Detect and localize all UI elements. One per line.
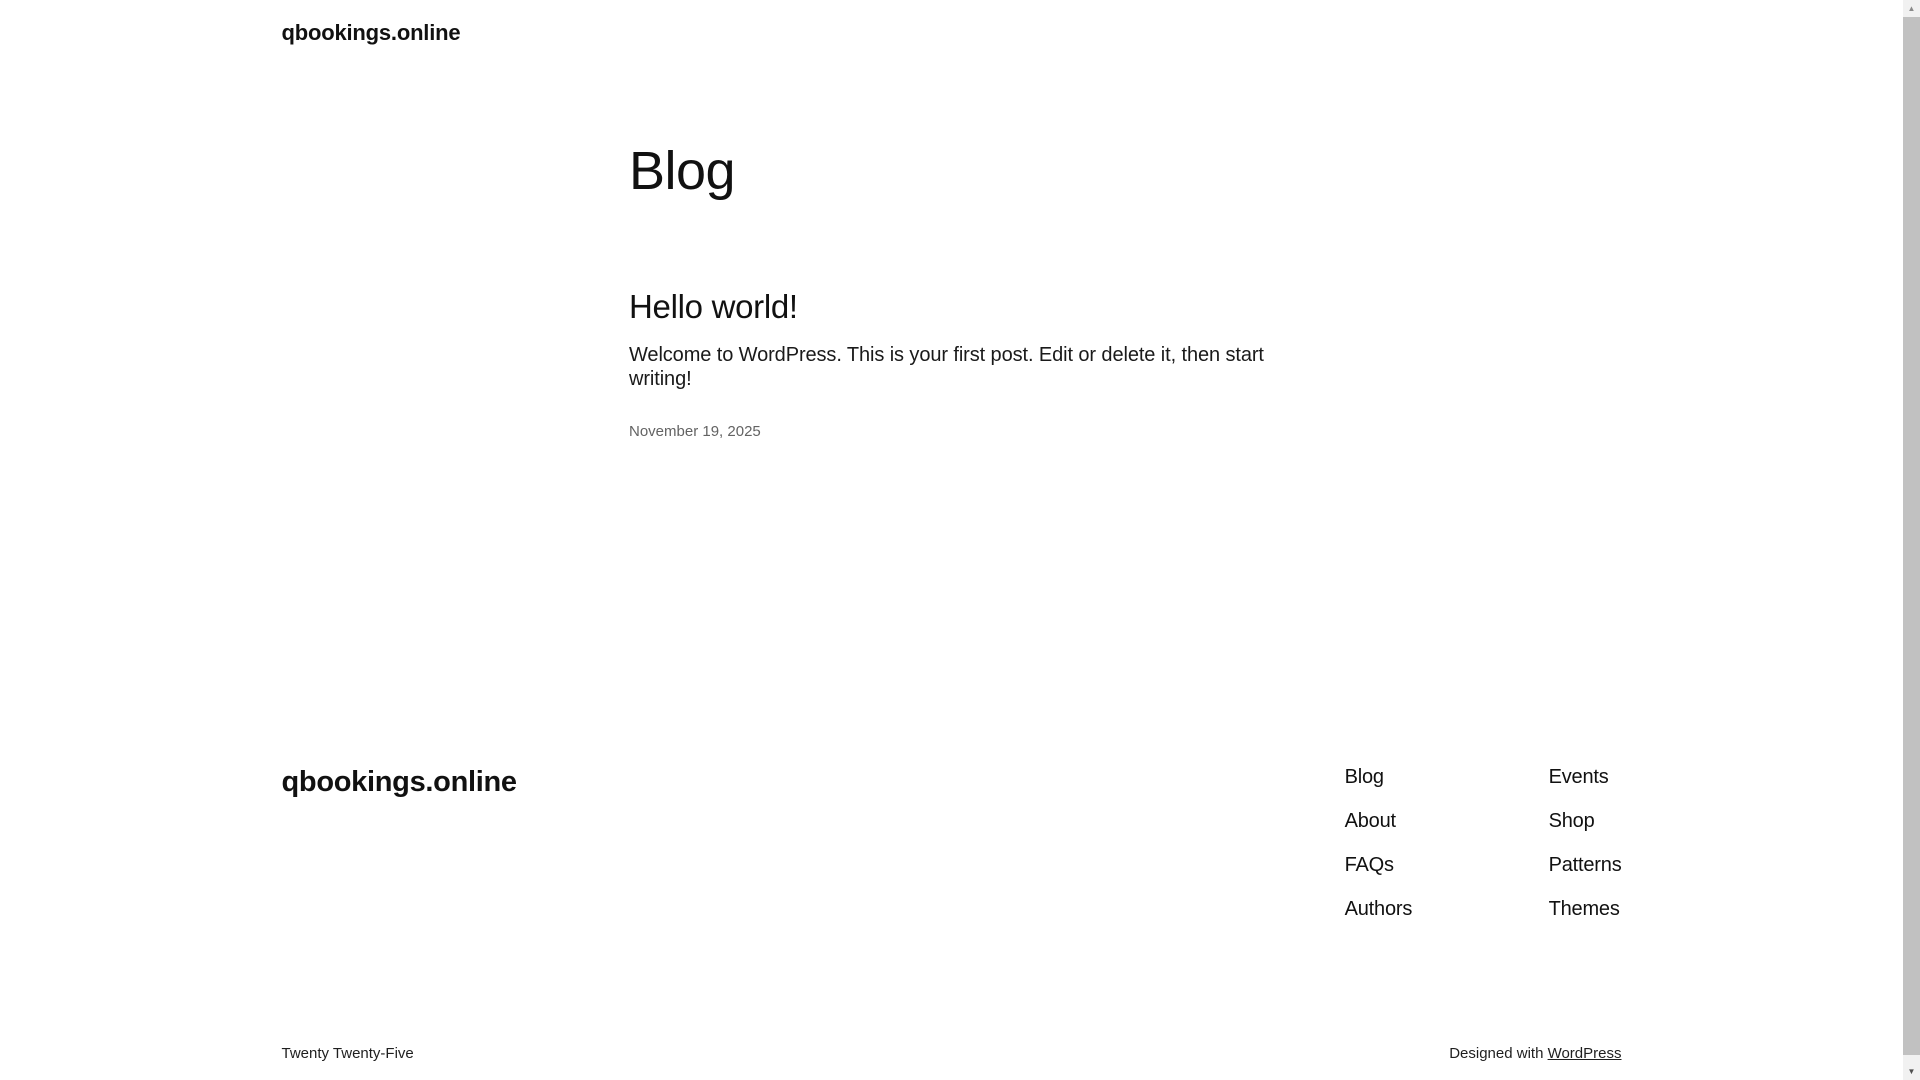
footer-nav-item-events[interactable]: Events <box>1548 766 1609 789</box>
designed-with <box>1449 1045 1621 1063</box>
post-title-link[interactable]: Hello world! <box>629 287 798 325</box>
footer-nav-item-authors[interactable]: Authors <box>1344 898 1413 921</box>
page-title: Blog <box>629 141 736 202</box>
scroll-down-icon: ▼ <box>1907 1067 1916 1076</box>
scroll-down-button[interactable] <box>1903 1063 1920 1080</box>
scrollbar-thumb[interactable] <box>1903 17 1920 1055</box>
main-content <box>0 142 1903 441</box>
post-excerpt: Welcome to WordPress. This is your first post. Edit or delete it, then start writing! <box>629 344 1264 391</box>
footer-nav-item-themes[interactable]: Themes <box>1548 898 1620 921</box>
footer-nav-item-about[interactable]: About <box>1344 810 1396 833</box>
post-item <box>629 286 1274 441</box>
footer-site-title-link[interactable]: qbookings.online <box>281 766 517 799</box>
footer-nav-item-blog[interactable]: Blog <box>1344 766 1384 789</box>
vertical-scrollbar[interactable] <box>1903 0 1920 1080</box>
site-footer <box>0 765 1903 1080</box>
footer-nav-item-patterns[interactable]: Patterns <box>1548 854 1622 877</box>
post-title <box>629 286 1274 327</box>
scroll-up-icon: ▲ <box>1907 4 1916 13</box>
footer-nav-item-faqs[interactable]: FAQs <box>1344 854 1394 877</box>
designed-with-text: Designed with <box>1449 1045 1548 1063</box>
header-site-title-link[interactable]: qbookings.online <box>281 20 461 45</box>
wordpress-link[interactable]: WordPress <box>1547 1045 1622 1063</box>
site-header <box>0 0 1903 46</box>
footer-bottom-bar <box>282 1045 1622 1080</box>
post-date: November 19, 2025 <box>629 423 761 441</box>
theme-credit: Twenty Twenty-Five <box>281 1045 414 1063</box>
footer-nav-item-shop[interactable]: Shop <box>1548 810 1595 833</box>
scroll-up-button[interactable] <box>1903 0 1920 17</box>
footer-nav <box>1345 765 1622 919</box>
